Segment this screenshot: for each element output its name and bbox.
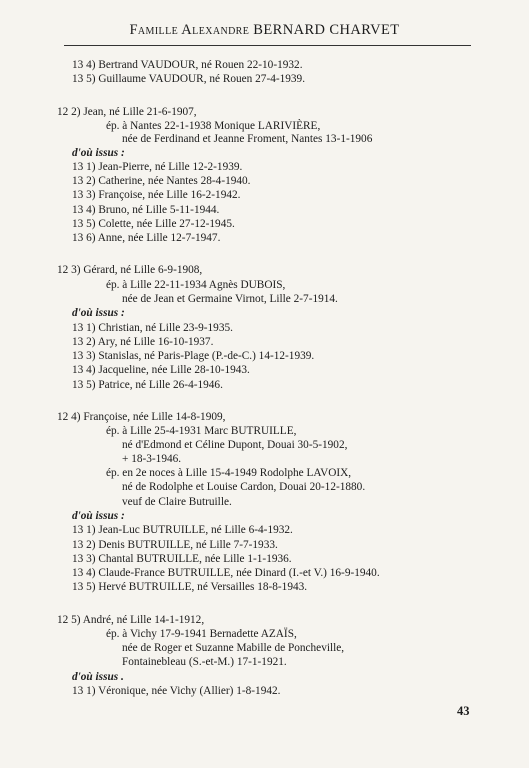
entry-line: 13 1) Véronique, née Vichy (Allier) 1-8-1942. [72,685,281,697]
entry-line: 13 4) Claude-France BUTRUILLE, née Dinard (I.-et V.) 16-9-1940. [72,567,380,579]
header-name: BERNARD CHARVET [253,22,400,38]
header-rule [64,45,471,46]
entry-line: Fontainebleau (S.-et-M.) 17-1-1921. [122,656,287,668]
page-header [0,22,529,39]
entry-line: 12 2) Jean, né Lille 21-6-1907, [57,106,197,118]
entry-line: 13 3) Françoise, née Lille 16-2-1942. [72,189,241,201]
issue-heading: d'où issus : [72,147,125,159]
entry-line: 13 1) Jean-Luc BUTRUILLE, né Lille 6-4-1932. [72,524,293,536]
entry-line: 13 5) Hervé BUTRUILLE, né Versailles 18-8-1943. [72,581,308,593]
entry-line: ép. à Lille 22-11-1934 Agnès DUBOIS, [106,279,286,291]
entry-line: 13 2) Ary, né Lille 16-10-1937. [72,336,214,348]
entry-line: 13 4) Jacqueline, née Lille 28-10-1943. [72,364,250,376]
page-number: 43 [457,704,470,718]
entry-line: né d'Edmond et Céline Dupont, Douai 30-5-1902, [122,439,348,451]
entry-line: 13 5) Patrice, né Lille 26-4-1946. [72,379,223,391]
entry-line: 12 3) Gérard, né Lille 6-9-1908, [57,264,203,276]
entry-line: née de Roger et Suzanne Mabille de Poncheville, [122,642,345,654]
entry-line: né de Rodolphe et Louise Cardon, Douai 20-12-1880. [122,481,366,493]
entry-line: + 18-3-1946. [122,453,182,465]
entry-line: 13 5) Guillaume VAUDOUR, né Rouen 27-4-1939. [72,73,306,85]
entry-line: ép. en 2e noces à Lille 15-4-1949 Rodolphe LAVOIX, [106,467,352,479]
entry-line: née de Ferdinand et Jeanne Froment, Nantes 13-1-1906 [122,133,373,145]
entry-line: 13 2) Denis BUTRUILLE, né Lille 7-7-1933. [72,539,278,551]
entry-line: 12 5) André, né Lille 14-1-1912, [57,614,205,626]
issue-heading: d'où issus . [72,671,124,683]
entry-line: née de Jean et Germaine Virnot, Lille 2-7-1914. [122,293,338,305]
entry-line: 13 1) Christian, né Lille 23-9-1935. [72,322,233,334]
entry-line: 13 5) Colette, née Lille 27-12-1945. [72,218,235,230]
entry-line: ép. à Vichy 17-9-1941 Bernadette AZAÏS, [106,628,297,640]
entry-line: veuf de Claire Butruille. [122,496,232,508]
entry-line: ép. à Lille 25-4-1931 Marc BUTRUILLE, [106,425,297,437]
entry-line: 13 6) Anne, née Lille 12-7-1947. [72,232,221,244]
issue-heading: d'où issus : [72,510,125,522]
header-prefix: Famille Alexandre [129,22,250,38]
entry-line: 13 4) Bertrand VAUDOUR, né Rouen 22-10-1932. [72,59,303,71]
entry-line: 13 3) Stanislas, né Paris-Plage (P.-de-C.) 14-12-1939. [72,350,315,362]
entry-line: 13 1) Jean-Pierre, né Lille 12-2-1939. [72,161,243,173]
entry-line: 13 2) Catherine, née Nantes 28-4-1940. [72,175,251,187]
entry-line: ép. à Nantes 22-1-1938 Monique LARIVIÈRE, [106,120,321,132]
entry-line: 12 4) Françoise, née Lille 14-8-1909, [57,411,226,423]
entry-line: 13 4) Bruno, né Lille 5-11-1944. [72,204,220,216]
issue-heading: d'où issus : [72,307,125,319]
entry-line: 13 3) Chantal BUTRUILLE, née Lille 1-1-1936. [72,553,292,565]
